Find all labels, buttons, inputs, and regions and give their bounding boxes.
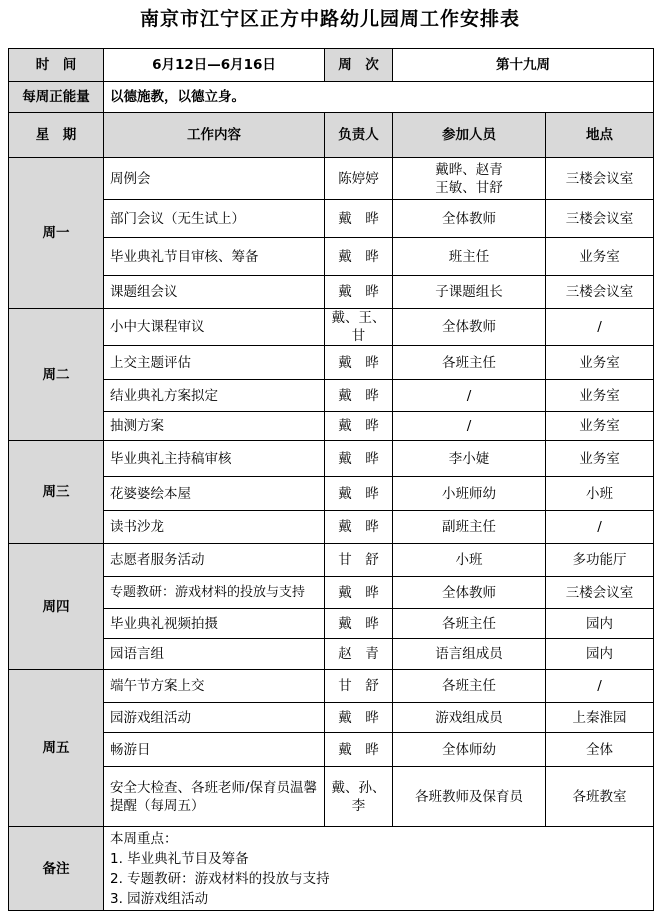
task-location: 三楼会议室 [546,577,654,609]
task-location: 业务室 [546,346,654,380]
task-location: 业务室 [546,441,654,477]
task-owner: 甘 舒 [325,544,393,577]
notes-content [104,827,654,911]
table-row [9,380,654,412]
task-participants [393,158,546,200]
task-participants: 副班主任 [393,511,546,544]
task-content: 园语言组 [104,639,325,670]
task-participants: 全体教师 [393,200,546,238]
task-owner: 戴 晔 [325,276,393,309]
task-participants: / [393,412,546,441]
col-owner: 负责人 [325,113,393,158]
task-content: 志愿者服务活动 [104,544,325,577]
task-content: 部门会议（无生试上） [104,200,325,238]
col-location: 地点 [546,113,654,158]
task-participants: 各班主任 [393,346,546,380]
task-content: 上交主题评估 [104,346,325,380]
task-location: 各班教室 [546,767,654,827]
participant-line: 王敏、甘舒 [435,179,503,196]
task-owner: 陈婷婷 [325,158,393,200]
task-participants: / [393,380,546,412]
day-label: 周五 [9,670,104,827]
task-participants: 小班师幼 [393,477,546,511]
task-owner: 戴 晔 [325,412,393,441]
task-location: 三楼会议室 [546,276,654,309]
task-owner: 戴 晔 [325,511,393,544]
table-row [9,577,654,609]
task-participants: 小班 [393,544,546,577]
col-content: 工作内容 [104,113,325,158]
participant-line: 戴晔、赵青 [435,161,503,178]
task-participants: 子课题组长 [393,276,546,309]
day-label: 周三 [9,441,104,544]
task-content: 毕业典礼主持稿审核 [104,441,325,477]
week-label: 周 次 [325,49,393,82]
table-row [9,703,654,733]
day-label: 周一 [9,158,104,309]
notes-item: 2. 专题教研：游戏材料的投放与支持 [110,870,330,887]
table-row [9,609,654,639]
notes-heading: 本周重点： [110,830,178,847]
table-row [9,346,654,380]
task-content: 毕业典礼视频拍摄 [104,609,325,639]
notes-label: 备注 [9,827,104,911]
task-location: 业务室 [546,380,654,412]
table-row [9,441,654,477]
task-content: 专题教研：游戏材料的投放与支持 [104,577,325,609]
task-participants: 各班教师及保育员 [393,767,546,827]
table-row [9,200,654,238]
task-content: 抽测方案 [104,412,325,441]
task-location: / [546,511,654,544]
day-label: 周二 [9,309,104,441]
task-location: / [546,309,654,346]
task-participants: 各班主任 [393,670,546,703]
task-participants: 全体教师 [393,577,546,609]
day-label: 周四 [9,544,104,670]
task-location: 上秦淮园 [546,703,654,733]
task-location: 小班 [546,477,654,511]
time-row [9,49,654,82]
energy-row [9,82,654,113]
task-owner: 戴 晔 [325,200,393,238]
task-owner: 戴 晔 [325,477,393,511]
week-value: 第十九周 [393,49,654,82]
task-location: 园内 [546,639,654,670]
task-content: 畅游日 [104,733,325,767]
table-row [9,477,654,511]
task-content: 读书沙龙 [104,511,325,544]
table-row [9,276,654,309]
task-content: 结业典礼方案拟定 [104,380,325,412]
task-content: 小中大课程审议 [104,309,325,346]
task-content: 端午节方案上交 [104,670,325,703]
task-content: 周例会 [104,158,325,200]
task-participants: 语言组成员 [393,639,546,670]
task-location: 三楼会议室 [546,158,654,200]
task-location: 全体 [546,733,654,767]
column-header-row [9,113,654,158]
task-content: 课题组会议 [104,276,325,309]
task-owner: 甘 舒 [325,670,393,703]
task-content: 安全大检查、各班老师/保育员温馨提醒（每周五） [104,767,325,827]
task-participants: 班主任 [393,238,546,276]
task-owner: 戴 晔 [325,380,393,412]
task-content: 毕业典礼节目审核、筹备 [104,238,325,276]
table-row [9,670,654,703]
table-row [9,767,654,827]
task-location: 业务室 [546,412,654,441]
task-location: 园内 [546,609,654,639]
page-title: 南京市江宁区正方中路幼儿园周工作安排表 [139,8,520,30]
table-row [9,511,654,544]
table-row [9,238,654,276]
task-location: 三楼会议室 [546,200,654,238]
energy-label: 每周正能量 [9,82,104,113]
energy-value: 以德施教，以德立身。 [104,82,654,113]
task-owner: 戴 晔 [325,733,393,767]
task-location: / [546,670,654,703]
table-row [9,158,654,200]
table-row [9,733,654,767]
task-owner: 戴 晔 [325,346,393,380]
notes-row [9,827,654,911]
table-row [9,544,654,577]
task-location: 多功能厅 [546,544,654,577]
col-day: 星 期 [9,113,104,158]
task-owner: 戴 晔 [325,609,393,639]
schedule-table [8,48,654,911]
task-participants: 李小婕 [393,441,546,477]
task-content: 园游戏组活动 [104,703,325,733]
task-participants: 游戏组成员 [393,703,546,733]
time-label: 时 间 [9,49,104,82]
time-value: 6月12日—6月16日 [104,49,325,82]
task-participants: 各班主任 [393,609,546,639]
task-location: 业务室 [546,238,654,276]
task-owner: 戴 晔 [325,703,393,733]
notes-item: 1. 毕业典礼节目及筹备 [110,850,249,867]
col-participants: 参加人员 [393,113,546,158]
table-row [9,309,654,346]
task-owner: 戴 晔 [325,441,393,477]
notes-item: 3. 园游戏组活动 [110,890,209,907]
task-owner: 戴 晔 [325,577,393,609]
table-row [9,639,654,670]
task-content: 花婆婆绘本屋 [104,477,325,511]
task-participants: 全体师幼 [393,733,546,767]
task-owner: 赵 青 [325,639,393,670]
table-row [9,412,654,441]
task-owner: 戴、王、甘 [325,309,393,346]
task-owner: 戴 晔 [325,238,393,276]
task-participants: 全体教师 [393,309,546,346]
task-owner: 戴、孙、李 [325,767,393,827]
